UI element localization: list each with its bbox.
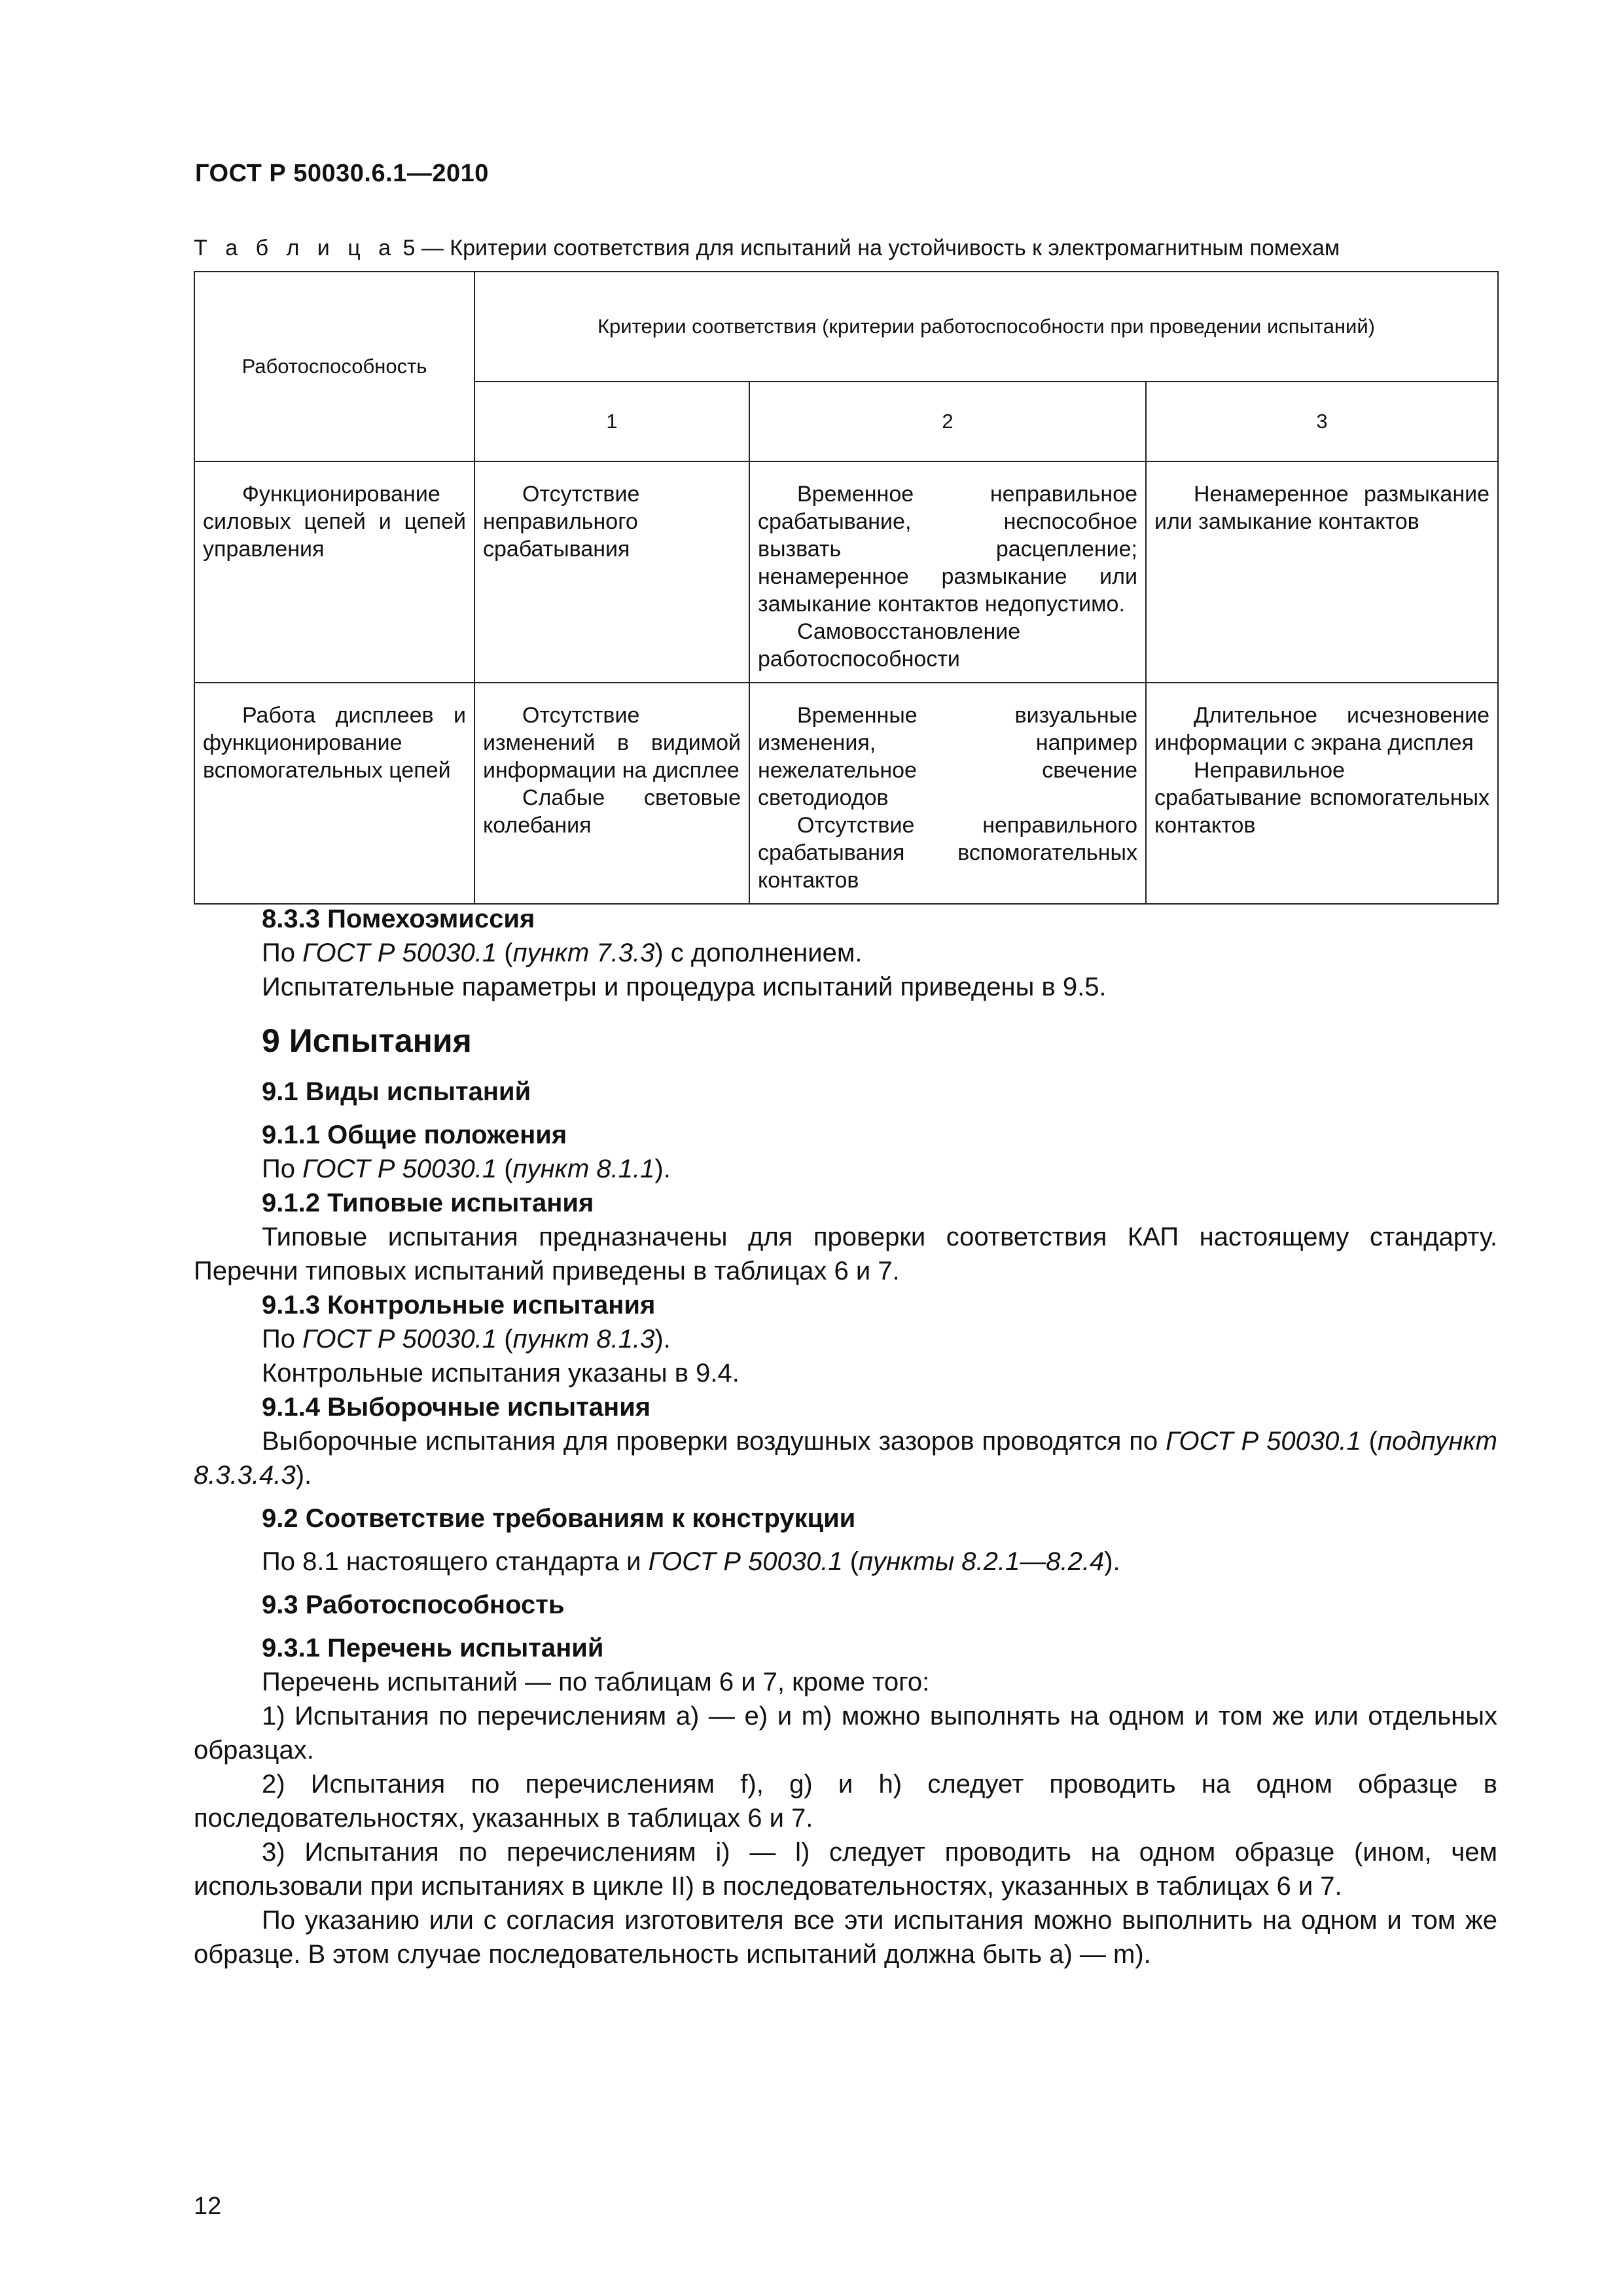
header-criterion-1: 1 bbox=[474, 382, 749, 461]
paragraph: Испытательные параметры и процедура испытаний приведены в 9.5. bbox=[262, 973, 1107, 1001]
heading-9-2: 9.2 Соответствие требованиям к конструкции bbox=[262, 1504, 856, 1533]
paragraph: По 8.1 настоящего стандарта и ГОСТ Р 50030.1 (пункты 8.2.1—8.2.4). bbox=[262, 1547, 1120, 1576]
header-criterion-3: 3 bbox=[1146, 382, 1498, 461]
header-criteria-group: Критерии соответствия (критерии работоспособности при проведении испытаний) bbox=[474, 272, 1498, 382]
heading-9-3-1: 9.3.1 Перечень испытаний bbox=[262, 1634, 604, 1662]
heading-9-1-3: 9.1.3 Контрольные испытания bbox=[262, 1291, 656, 1319]
row-cell-criterion-2: Временное неправильное срабатывание, неспособное вызвать расцепление; ненамеренное размыкание или замыкание контактов недопустимо. Самовосстановление работоспособности bbox=[749, 461, 1146, 683]
document-body bbox=[194, 902, 1497, 1971]
header-performance: Работоспособность bbox=[194, 272, 474, 461]
row-cell-criterion-1: Отсутствие неправильного срабатывания bbox=[474, 461, 749, 683]
paragraph: Выборочные испытания для проверки воздушных зазоров проводятся по ГОСТ Р 50030.1 (подпункт 8.3.3.4.3). bbox=[194, 1427, 1497, 1490]
list-item: 1) Испытания по перечислениям a) — e) и m) можно выполнять на одном и том же или отдельных образцах. bbox=[194, 1702, 1497, 1765]
heading-9-3: 9.3 Работоспособность bbox=[262, 1590, 565, 1619]
paragraph: По ГОСТ Р 50030.1 (пункт 7.3.3) с дополнением. bbox=[262, 939, 863, 967]
row-label: Работа дисплеев и функционирование вспомогательных цепей bbox=[194, 683, 474, 904]
paragraph: По ГОСТ Р 50030.1 (пункт 8.1.1). bbox=[262, 1155, 671, 1183]
paragraph: По указанию или с согласия изготовителя все эти испытания можно выполнить на одном и том же образце. В этом случае последовательность испытаний должна быть a) — m). bbox=[194, 1906, 1497, 1969]
heading-8-3-3: 8.3.3 Помехоэмиссия bbox=[262, 905, 535, 933]
heading-9-1-2: 9.1.2 Типовые испытания bbox=[262, 1189, 594, 1217]
heading-9-1-1: 9.1.1 Общие положения bbox=[262, 1121, 567, 1149]
row-cell-criterion-1: Отсутствие изменений в видимой информации на дисплее Слабые световые колебания bbox=[474, 683, 749, 904]
table-row bbox=[194, 461, 1498, 683]
paragraph: Типовые испытания предназначены для проверки соответствия КАП настоящему стандарту. Перечни типовых испытаний приведены в таблицах 6 и 7. bbox=[194, 1223, 1497, 1285]
row-cell-criterion-2: Временные визуальные изменения, например нежелательное свечение светодиодов Отсутствие неправильного срабатывания вспомогательных контактов bbox=[749, 683, 1146, 904]
table-caption bbox=[194, 236, 1476, 261]
paragraph: По ГОСТ Р 50030.1 (пункт 8.1.3). bbox=[262, 1325, 671, 1354]
page-number: 12 bbox=[194, 2193, 222, 2220]
list-item: 3) Испытания по перечислениям i) — l) следует проводить на одном образце (ином, чем использовали при испытаниях в цикле II) в последовательностях, указанных в таблицах 6 и 7. bbox=[194, 1838, 1497, 1901]
heading-9-1: 9.1 Виды испытаний bbox=[262, 1077, 531, 1106]
heading-9-1-4: 9.1.4 Выборочные испытания bbox=[262, 1393, 651, 1422]
row-label: Функционирование силовых цепей и цепей управления bbox=[194, 461, 474, 683]
header-criterion-2: 2 bbox=[749, 382, 1146, 461]
heading-9: 9 Испытания bbox=[262, 1022, 472, 1059]
table-caption-text: 5 — Критерии соответствия для испытаний на устойчивость к электромагнитным помехам bbox=[402, 236, 1340, 260]
paragraph: Перечень испытаний — по таблицам 6 и 7, кроме того: bbox=[262, 1668, 930, 1696]
criteria-table bbox=[194, 271, 1499, 905]
table-row bbox=[194, 683, 1498, 904]
row-cell-criterion-3: Ненамеренное размыкание или замыкание контактов bbox=[1146, 461, 1498, 683]
list-item: 2) Испытания по перечислениям f), g) и h) следует проводить на одном образце в последовательностях, указанных в таблицах 6 и 7. bbox=[194, 1770, 1497, 1833]
document-code-header: ГОСТ Р 50030.6.1—2010 bbox=[195, 160, 489, 187]
paragraph: Контрольные испытания указаны в 9.4. bbox=[262, 1359, 740, 1388]
row-cell-criterion-3: Длительное исчезновение информации с экрана дисплея Неправильное срабатывание вспомогательных контактов bbox=[1146, 683, 1498, 904]
table-caption-label: Т а б л и ц а bbox=[194, 236, 397, 260]
